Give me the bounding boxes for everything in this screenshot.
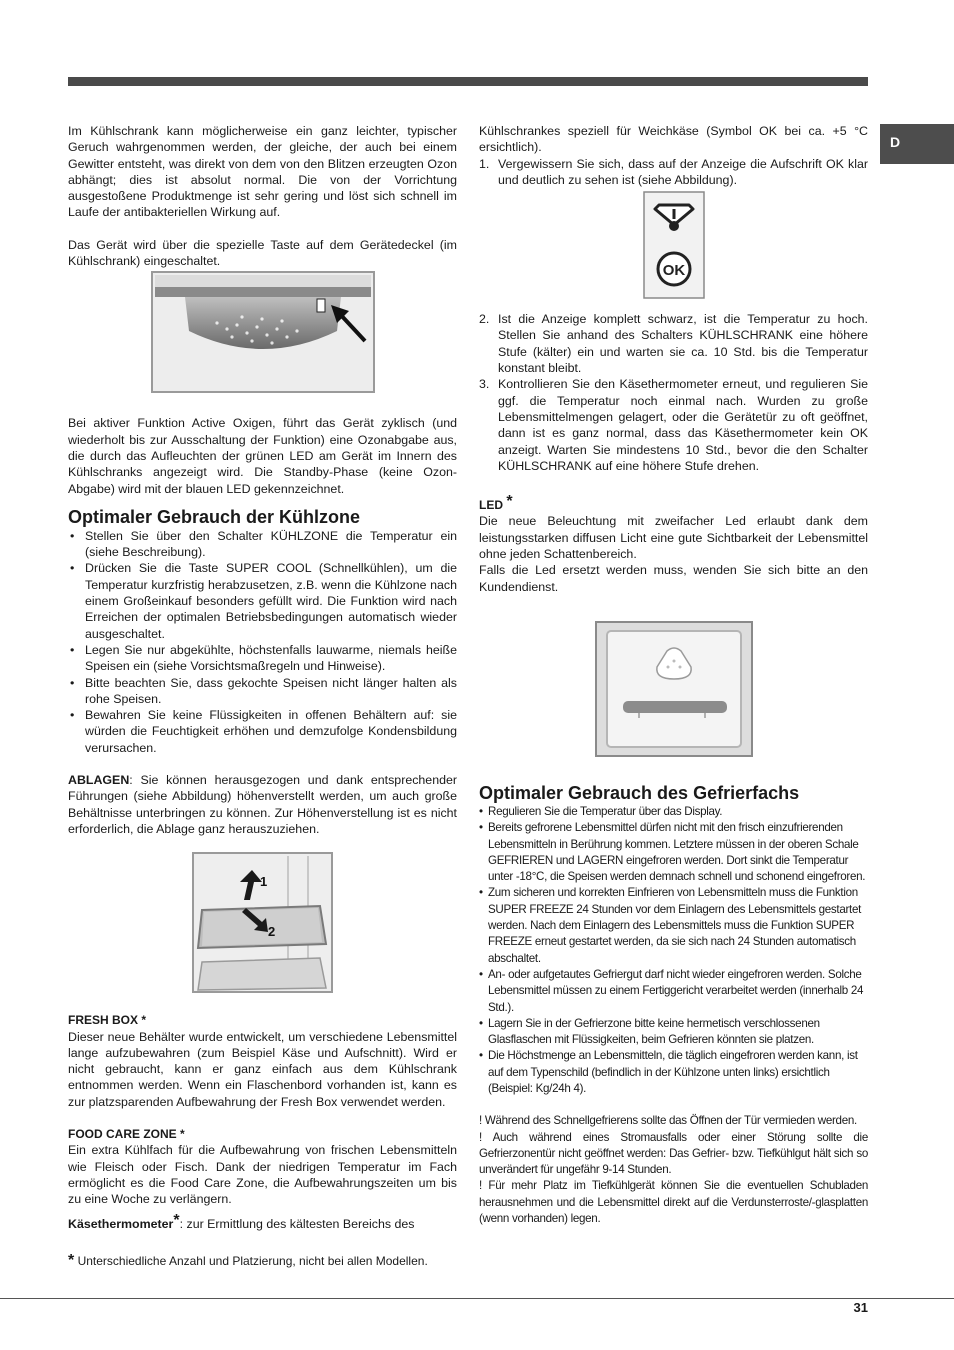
ozone-smell-paragraph: Im Kühlschrank kann möglicherweise ein ganz leichter, typischer Geruch wahrgenommen werden, der gleiche, der auch bei einem Gewitter entsteht, was direkt von dem von den Blitzen erzeugten Ozon abhängt; dies ist absolut normal. Die von der Vorrichtung ausgestoßene Produktmenge ist sehr gering und löst sich schnell im Laufe der antibakteriellen Wirkung auf. <box>68 124 457 220</box>
list-item: • Stellen Sie über den Schalter KÜHLZONE die Temperatur ein (siehe Beschreibung). <box>68 528 457 561</box>
list-item: • Zum sicheren und korrekten Einfrieren von Lebensmitteln muss die Funktion SUPER FREEZE 24 Stunden vor dem Einlagern des Lebensmittels gestartet werden. Nach dem Einlagern des Lebensmittels muss die Funktion SUPER FREEZE erneut gestartet werden, da sie sich nach 24 Stunden automatisch abschaltet. <box>479 885 868 966</box>
kaesethermometer-text: : zur Ermittlung des kältesten Bereichs des <box>179 1217 415 1232</box>
list-item <box>479 311 868 376</box>
list-item: • An- oder aufgetautes Gefriergut darf nicht wieder eingefroren werden. Solche Lebensmittel müssen zu einem Fertiggericht verarbeitet werden (innerhalb 24 Std.). <box>479 967 868 1016</box>
list-item: • Drücken Sie die Taste SUPER COOL (Schnellkühlen), um die Temperatur kurzfristig herabzusetzen, z.B. wenn die Kühlzone nach einem Großeinkauf besonders gefüllt wird. Die Funktion wird nach Erreichen der optimalen Betriebsbedingungen automatisch wieder ausgeschaltet. <box>68 560 457 641</box>
ok-label: OK <box>662 262 685 280</box>
ablagen-paragraph <box>68 772 457 837</box>
shelf-label-1: 1 <box>260 874 268 890</box>
ok-indicator-figure <box>643 191 705 299</box>
shelf-figure <box>192 852 333 993</box>
note-schnellgefrieren: ! Während des Schnellgefrierens sollte das Öffnen der Tür vermieden werden. <box>479 1114 857 1128</box>
step-text: Vergewissern Sie sich, dass auf der Anzeige die Aufschrift OK klar und deutlich zu sehen ist (siehe Abbildung). <box>498 156 868 187</box>
device-switch-paragraph: Das Gerät wird über die spezielle Taste auf dem Gerätedeckel (im Kühlschrank) eingeschaltet. <box>68 237 457 269</box>
ablagen-text: : Sie können herausgezogen und dank entsprechender Führungen (siehe Abbildung) höhenverstellt werden, um auch große Behältnisse unterbringen zu können. Zur Höhenverstellung ist es nicht erforderlich, die Ablage ganz herauszuziehen. <box>68 773 457 836</box>
freshbox-title: FRESH BOX * <box>68 1013 147 1028</box>
kuehlzone-list <box>68 528 457 756</box>
foodcare-paragraph: Ein extra Kühlfach für die Aufbewahrung von frischen Lebensmitteln wie Fleisch oder Fisch. Dank der niedrigen Temperatur im Fach ermöglicht es die Food Care Zone, die Aufbewahrungszeiten um bis zu eine Woche zu verlängern. <box>68 1143 457 1207</box>
footer-rule <box>0 1298 954 1299</box>
list-item: • Legen Sie nur abgekühlte, höchstenfalls lauwarme, niemals heiße Speisen ein (siehe Vorsichtsmaßregeln und Hinweise). <box>68 642 457 675</box>
list-item: • Bitte beachten Sie, dass gekochte Speisen nicht länger halten als rohe Speisen. <box>68 675 457 708</box>
ablagen-label: ABLAGEN <box>68 773 130 788</box>
led-light-figure <box>595 621 753 757</box>
page-number: 31 <box>853 1300 868 1315</box>
ozone-device-figure <box>151 271 375 393</box>
note-schubladen: ! Für mehr Platz im Tiefkühlgerät können Sie die eventuellen Schubladen herausnehmen und die Lebensmittel direkt auf die Verdunsterroste/-glasplatten (wenn vorhanden) legen. <box>479 1179 868 1226</box>
footnote-star: * <box>68 1252 75 1269</box>
heading-gefrierfach: Optimaler Gebrauch des Gefrierfachs <box>479 782 800 803</box>
list-item: • Bewahren Sie keine Flüssigkeiten in offenen Behältern auf: sie würden die Feuchtigkeit erhöhen und demzufolge Kondensbildung verursachen. <box>68 707 457 756</box>
left-column <box>68 123 457 1233</box>
kaesethermometer-star: * <box>173 1212 180 1230</box>
step-text: Ist die Anzeige komplett schwarz, ist die Temperatur zu hoch. Stellen Sie anhand des Schalters KÜHLSCHRANK eine höhere Stufe (kälter) ein und warten sie ca. 10 Std. bis die Temperatur konstant bleibt. <box>498 312 868 376</box>
kaesethermometer-label: Käsethermometer <box>68 1217 174 1232</box>
heading-kuehlzone: Optimaler Gebrauch der Kühlzone <box>68 506 361 527</box>
check-steps-b <box>479 311 868 474</box>
note-stromausfall: ! Auch während eines Stromausfalls oder einer Störung sollte die Gefrierzonentür nicht geöffnet werden: Das Gefrier- bzw. Tiefkühlgut hält sich so unverändert für ungefähr 9-14 Stunden. <box>479 1130 868 1177</box>
footnote <box>68 1252 457 1270</box>
list-item <box>479 376 868 474</box>
shelf-label-2: 2 <box>268 924 276 940</box>
step-number: 2. <box>479 312 490 327</box>
led-paragraph-1: Die neue Beleuchtung mit zweifacher Led erlaubt dank dem leistungsstarken diffusen Licht eine gute Sichtbarkeit der Lebensmittel ohne jeden Schattenbereich. <box>479 514 868 562</box>
step-text: Kontrollieren Sie den Käsethermometer erneut, und regulieren Sie ggf. die Temperatur noch einmal nach. Wurden zu große Lebensmittelmengen gelagert, oder die Gerätetür zu oft geöffnet, dann ist es ganz normal, dass das Käsethermometer kein OK anzeigt. Warten Sie mindestens 10 Std., bevor die den Schalter KÜHLSCHRANK auf eine höhere Stufe drehen. <box>498 377 868 473</box>
list-item: • Bereits gefrorene Lebensmittel dürfen nicht mit den frisch einzufrierenden Lebensmitteln in Berührung kommen. Letztere müssen in der oberen Schale GEFRIEREN und LAGERN eingefroren werden. Dort sinkt die Temperatur unter -18°C, die Speisen werden demnach schnell und schonend eingefroren. <box>479 820 868 885</box>
footnote-text: Unterschiedliche Anzahl und Platzierung, nicht bei allen Modellen. <box>74 1254 428 1268</box>
list-item: • Die Höchstmenge an Lebensmitteln, die täglich eingefroren werden kann, ist auf dem Typenschild (befindlich in der Kühlzone unten links) ersichtlich (Beispiel: Kg/24h 4). <box>479 1048 868 1097</box>
kaese-continued-paragraph: Kühlschrankes speziell für Weichkäse (Symbol OK bei ca. +5 °C ersichtlich). <box>479 124 868 155</box>
language-tab: D <box>880 124 954 164</box>
foodcare-title: FOOD CARE ZONE * <box>68 1126 185 1141</box>
header-bar <box>68 77 868 86</box>
right-column <box>479 123 868 1227</box>
step-number: 1. <box>479 156 490 171</box>
gefrierfach-section <box>479 804 868 1227</box>
step-number: 3. <box>479 377 490 392</box>
check-steps-a <box>479 156 868 189</box>
led-paragraph-2: Falls die Led ersetzt werden muss, wenden Sie sich bitte an den Kundendienst. <box>479 563 868 594</box>
led-star: * <box>506 493 513 511</box>
gefrierfach-list <box>479 804 868 1097</box>
led-title: LED * <box>479 493 513 513</box>
kaesethermometer-paragraph <box>68 1213 457 1232</box>
list-item: • Regulieren Sie die Temperatur über das Display. <box>479 804 868 820</box>
list-item: • Lagern Sie in der Gefrierzone bitte keine hermetisch verschlossenen Glasflaschen mit Flüssigkeiten, beim Gefrieren könnten sie platzen. <box>479 1016 868 1049</box>
freshbox-paragraph: Dieser neue Behälter wurde entwickelt, um verschiedene Lebensmittel lange aufzubewahren (zum Beispiel Käse und Aufschnitt). Wird er nicht gebraucht, kann er ganz einfach aus dem Kühlschrank entnommen werden. Wenn ein Flaschenbord vorhanden ist, kann es zur platzsparenden Aufbewahrung der Fresh Box verwendet werden. <box>68 1029 457 1109</box>
list-item <box>479 156 868 189</box>
active-oxigen-paragraph: Bei aktiver Funktion Active Oxigen, führt das Gerät zyklisch (und wiederholt bis zur Ausschaltung der Funktion) eine Ozonabgabe aus, die durch das Aufleuchten der grünen LED am Gerät im Innern des Kühlschranks angezeigt wird. Die Standby-Phase (keine Ozon-Abgabe) wird mit der blauen LED gekennzeichnet. <box>68 416 457 496</box>
